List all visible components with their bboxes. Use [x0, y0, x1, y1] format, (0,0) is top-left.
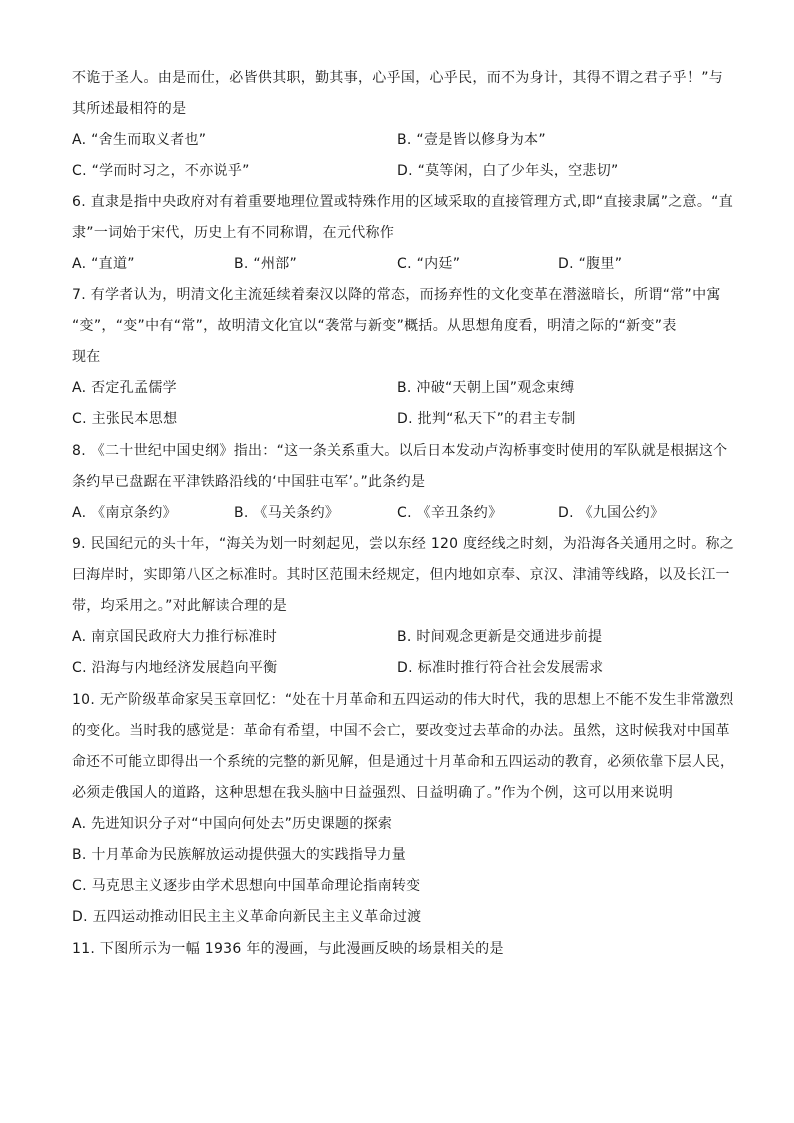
q9-stem-line: 曰海岸时，实即第八区之标准时。其时区范围未经规定，但内地如京奉、京汉、津浦等线路，以及长江一	[72, 567, 730, 583]
q11-stem-line: 11. 下图所示为一幅 1936 年的漫画，与此漫画反映的场景相关的是	[72, 941, 504, 957]
q5-stem-line: 不诡于圣人。由是而仕，必皆供其职，勤其事，心乎国，心乎民，而不为身计，其得不谓之君子乎！”与	[72, 70, 724, 86]
q7-option-a: A. 否定孔孟儒学	[72, 380, 177, 396]
q8-option-c: C. 《辛丑条约》	[397, 505, 503, 521]
q10-stem-line: 命还不可能立即得出一个系统的完整的新见解，但是通过十月革命和五四运动的教育，必须依靠下层人民，	[72, 754, 735, 770]
q10-option-c: C. 马克思主义逐步由学术思想向中国革命理论指南转变	[72, 878, 421, 894]
q6-option-d: D. “腹里”	[558, 256, 623, 272]
q6-stem-line: 6. 直隶是指中央政府对有着重要地理位置或特殊作用的区域采取的直接管理方式,即“直接隶属”之意。“直	[72, 194, 734, 210]
q10-stem-line: 10. 无产阶级革命家吴玉章回忆：“处在十月革命和五四运动的伟大时代，我的思想上不能不发生非常激烈	[72, 692, 734, 708]
q10-option-d: D. 五四运动推动旧民主主义革命向新民主主义革命过渡	[72, 909, 422, 925]
q6-option-b: B. “州部”	[234, 256, 298, 272]
q7-stem-line: 现在	[72, 349, 101, 365]
q5-option-b: B. “壹是皆以修身为本”	[397, 132, 546, 148]
q10-option-a: A. 先进知识分子对“中国向何处去”历史课题的探索	[72, 816, 393, 832]
q5-option-a: A. “舍生而取义者也”	[72, 132, 207, 148]
q10-option-b: B. 十月革命为民族解放运动提供强大的实践指导力量	[72, 847, 407, 863]
q10-stem-line: 的变化。当时我的感觉是：革命有希望，中国不会亡，要改变过去革命的办法。虽然，这时候我对中国革	[72, 723, 730, 739]
q5-option-c: C. “学而时习之，不亦说乎”	[72, 163, 250, 179]
q9-option-a: A. 南京国民政府大力推行标准时	[72, 629, 278, 645]
q5-stem-line: 其所述最相符的是	[72, 101, 187, 117]
q9-option-c: C. 沿海与内地经济发展趋向平衡	[72, 660, 278, 676]
q7-option-c: C. 主张民本思想	[72, 411, 178, 427]
q8-option-b: B. 《马关条约》	[234, 505, 340, 521]
q6-option-c: C. “内廷”	[397, 256, 461, 272]
q9-stem-line: 带，均采用之。”对此解读合理的是	[72, 598, 288, 614]
q6-option-a: A. “直道”	[72, 256, 135, 272]
q8-option-d: D. 《九国公约》	[558, 505, 665, 521]
q5-option-d: D. “莫等闲，白了少年头，空悲切”	[397, 163, 619, 179]
q9-option-d: D. 标准时推行符合社会发展需求	[397, 660, 604, 676]
q9-option-b: B. 时间观念更新是交通进步前提	[397, 629, 603, 645]
q7-option-b: B. 冲破“天朝上国”观念束缚	[397, 380, 575, 396]
q8-stem-line: 8. 《二十世纪中国史纲》指出：“这一条关系重大。以后日本发动卢沟桥事变时使用的军队就是根据这个	[72, 443, 728, 459]
q8-stem-line: 条约早已盘踞在平津铁路沿线的‘中国驻屯军’。”此条约是	[72, 474, 426, 490]
q8-option-a: A. 《南京条约》	[72, 505, 177, 521]
q6-stem-line: 隶”一词始于宋代，历史上有不同称谓，在元代称作	[72, 225, 395, 241]
q10-stem-line: 必须走俄国人的道路，这种思想在我头脑中日益强烈、日益明确了。”作为个例，这可以用来说明	[72, 785, 674, 801]
q9-stem-line: 9. 民国纪元的头十年，“海关为划一时刻起见，尝以东经 120 度经线之时刻，为沿海各关通用之时。称之	[72, 536, 734, 552]
q7-stem-line: 7. 有学者认为，明清文化主流延续着秦汉以降的常态，而扬弃性的文化变革在潜滋暗长，所谓“常”中寓	[72, 287, 721, 303]
q7-option-d: D. 批判“私天下”的君主专制	[397, 411, 576, 427]
q7-stem-line: “变”，“变”中有“常”，故明清文化宜以“袭常与新变”概括。从思想角度看，明清之际的“新变”表	[72, 318, 677, 334]
